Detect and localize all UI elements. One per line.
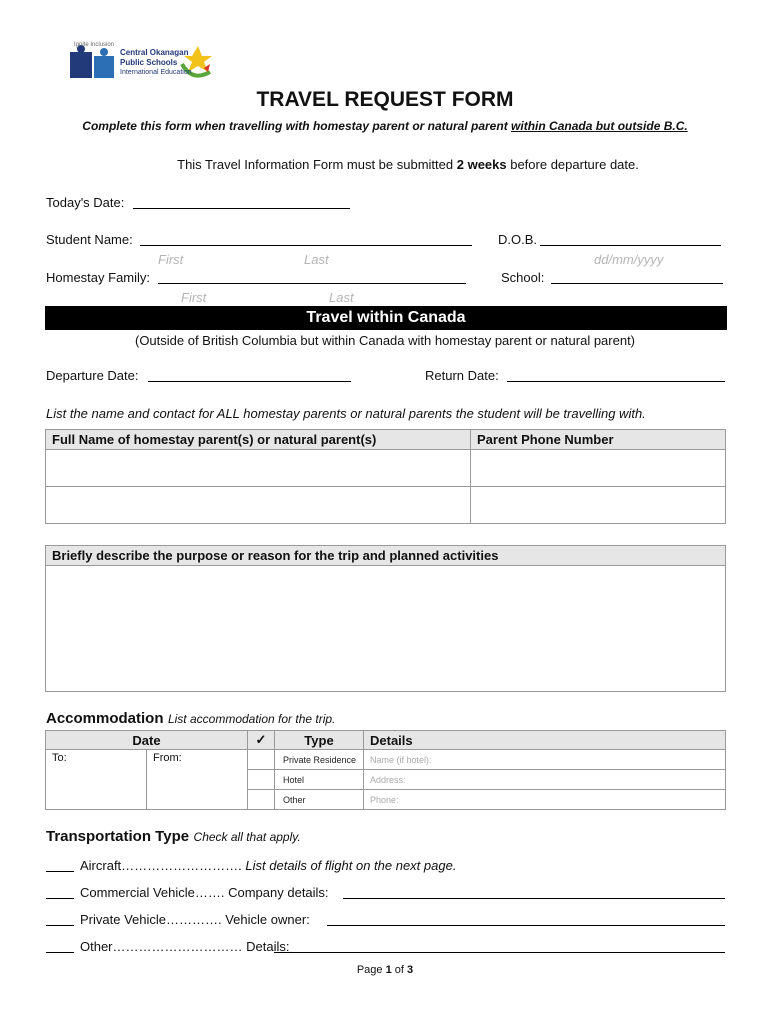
accommodation-from-cell[interactable] (147, 750, 248, 810)
school-field[interactable] (551, 283, 723, 284)
purpose-header: Briefly describe the purpose or reason for the trip and planned activities (46, 546, 726, 566)
type-hotel: Hotel (275, 770, 364, 790)
homestay-first-hint: First (181, 290, 207, 305)
private-label: Private Vehicle…………. (80, 912, 226, 927)
details-phone-hint[interactable]: Phone: (364, 790, 726, 810)
purpose-text-area[interactable] (46, 566, 726, 692)
type-private-residence: Private Residence (275, 750, 364, 770)
type-other: Other (275, 790, 364, 810)
page-prefix: Page (356, 964, 386, 976)
other-details-field[interactable] (274, 952, 725, 953)
homestay-last-hint: Last (329, 290, 354, 305)
accommodation-heading: Accommodation (46, 710, 164, 727)
accommodation-date-header: Date (46, 731, 248, 750)
private-detail: Vehicle owner: (225, 912, 310, 927)
accommodation-to-cell[interactable] (46, 750, 147, 810)
details-address-hint[interactable]: Address: (364, 770, 726, 790)
vehicle-owner-field[interactable] (327, 925, 725, 926)
other-label: Other………………………… (80, 939, 247, 954)
return-date-field[interactable] (507, 381, 725, 382)
subtitle-underlined: within Canada but outside B.C. (511, 119, 688, 133)
notice-post: before departure date. (506, 157, 639, 172)
student-first-hint: First (158, 252, 184, 267)
parent-name-cell[interactable] (46, 487, 471, 524)
commercial-checkbox-line[interactable] (46, 898, 74, 899)
private-label-row (80, 912, 310, 927)
dob-label: D.O.B. (498, 232, 538, 247)
commercial-details-field[interactable] (343, 898, 725, 899)
departure-date-label: Departure Date: (46, 368, 139, 383)
notice-pre: This Travel Information Form must be submitted (177, 157, 457, 172)
parents-name-header: Full Name of homestay parent(s) or natural parent(s) (46, 430, 471, 450)
parents-phone-header: Parent Phone Number (471, 430, 726, 450)
page-total: 3 (407, 964, 414, 976)
return-date-label: Return Date: (425, 368, 499, 383)
aircraft-label: Aircraft………………………. (80, 858, 246, 873)
parent-phone-cell[interactable] (471, 450, 726, 487)
list-instruction: List the name and contact for ALL homestay parents or natural parents the student will be travelling with. (46, 406, 646, 421)
student-name-label: Student Name: (46, 232, 133, 247)
details-name-hint[interactable]: Name (if hotel): (364, 750, 726, 770)
subtitle (0, 119, 770, 133)
aircraft-checkbox-line[interactable] (46, 871, 74, 872)
student-name-field[interactable] (140, 245, 472, 246)
check-other[interactable] (248, 790, 275, 810)
logo-line1: Central Okanagan (120, 48, 189, 57)
aircraft-label-row (80, 858, 456, 873)
accommodation-table (45, 730, 726, 810)
dob-hint: dd/mm/yyyy (594, 252, 664, 267)
private-checkbox-line[interactable] (46, 925, 74, 926)
logo (64, 42, 248, 94)
check-private-residence[interactable] (248, 750, 275, 770)
other-checkbox-line[interactable] (46, 952, 74, 953)
accommodation-heading-row (46, 710, 335, 728)
homestay-family-label: Homestay Family: (46, 270, 151, 285)
parent-phone-cell[interactable] (471, 487, 726, 524)
page-of: of (391, 964, 408, 976)
school-label: School: (501, 270, 545, 285)
section-bar (45, 306, 727, 330)
page-title: TRAVEL REQUEST FORM (256, 88, 514, 111)
logo-line3: International Education (120, 69, 192, 76)
transportation-sub: Check all that apply. (193, 830, 301, 844)
todays-date-field[interactable] (133, 208, 350, 209)
aircraft-detail: List details of flight on the next page. (245, 858, 457, 873)
other-detail: Details: (246, 939, 290, 954)
accommodation-to-label: To: (52, 752, 67, 764)
check-hotel[interactable] (248, 770, 275, 790)
accommodation-type-header: Type (275, 731, 364, 750)
parent-name-cell[interactable] (46, 450, 471, 487)
subtitle-main: Complete this form when travelling with homestay parent or natural parent (82, 119, 512, 133)
dob-field[interactable] (540, 245, 721, 246)
page-number (0, 964, 770, 976)
todays-date-label: Today's Date: (46, 195, 125, 210)
other-label-row (80, 939, 289, 954)
submission-notice (0, 157, 770, 172)
homestay-family-field[interactable] (158, 283, 466, 284)
notice-bold: 2 weeks (456, 157, 507, 172)
transportation-heading-row (46, 828, 301, 846)
page-current: 1 (385, 964, 392, 976)
accommodation-sub: List accommodation for the trip. (167, 712, 336, 726)
section-bar-title: Travel within Canada (306, 309, 466, 326)
accommodation-details-header: Details (364, 731, 726, 750)
section-note: (Outside of British Columbia but within Canada with homestay parent or natural parent) (134, 333, 636, 348)
parents-table (45, 429, 726, 524)
student-last-hint: Last (304, 252, 329, 267)
commercial-label: Commercial Vehicle……. (80, 885, 229, 900)
logo-line2: Public Schools (120, 58, 178, 67)
commercial-label-row (80, 885, 329, 900)
commercial-detail: Company details: (228, 885, 329, 900)
transportation-heading: Transportation Type (46, 828, 190, 845)
departure-date-field[interactable] (148, 381, 351, 382)
accommodation-from-label: From: (153, 752, 182, 764)
purpose-table (45, 545, 726, 692)
accommodation-check-header: ✓ (248, 731, 275, 750)
logo-top-text: Ignite Inclusion (74, 42, 115, 48)
